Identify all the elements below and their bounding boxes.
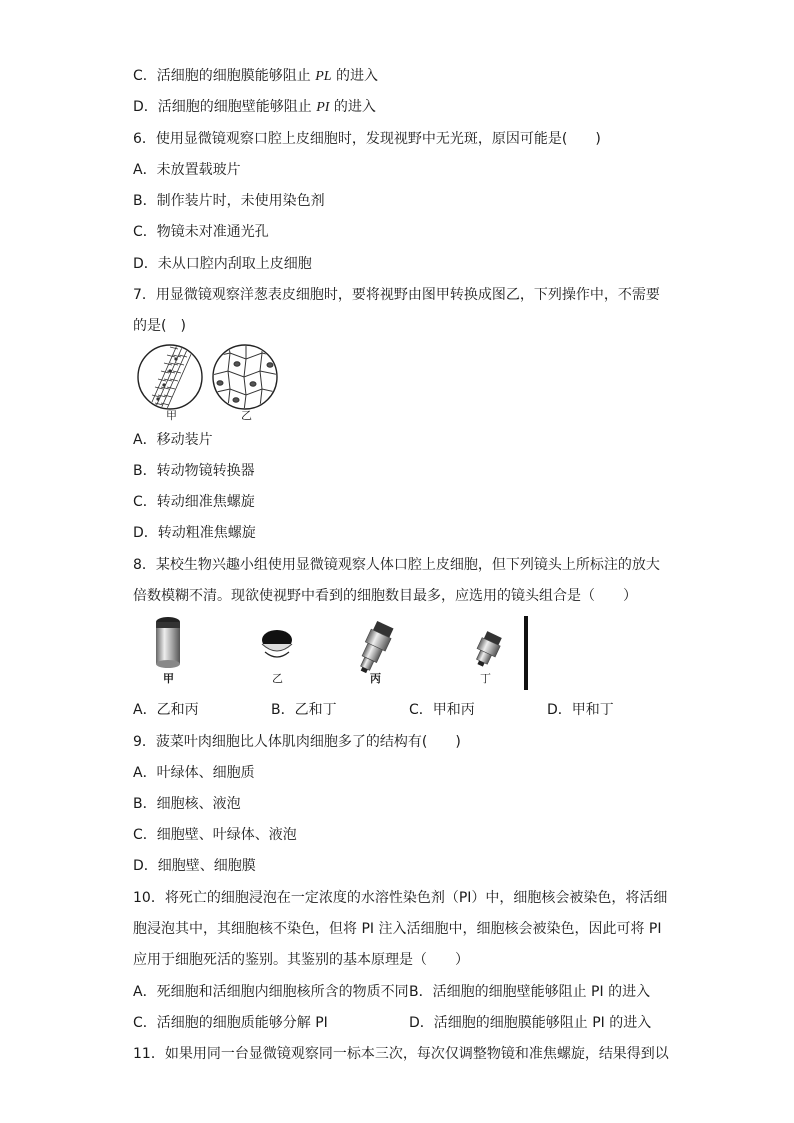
q6-option-c: C．物镜未对准通光孔 <box>133 224 269 240</box>
q7-option-d: D．转动粗准焦螺旋 <box>133 525 256 541</box>
q8-option-d: D．甲和丁 <box>547 702 614 718</box>
q7-option-b: B．转动物镜转换器 <box>133 463 255 479</box>
q6-option-b: B．制作装片时，未使用染色剂 <box>133 193 325 209</box>
q9-stem: 9．菠菜叶肉细胞比人体肌肉细胞多了的结构有( ) <box>133 734 461 750</box>
q5-option-d <box>133 97 376 118</box>
q7-fig-label-yi: 乙 <box>241 409 252 422</box>
q10-option-c: C．活细胞的细胞质能够分解 PI <box>133 1015 328 1031</box>
q8-stem-line1: 8．某校生物兴趣小组使用显微镜观察人体口腔上皮细胞，但下列镜头上所标注的放大 <box>133 557 660 573</box>
q8-fig-label-jia: 甲 <box>163 672 174 685</box>
figure-edge-bar <box>524 616 528 690</box>
q9-option-a: A．叶绿体、细胞质 <box>133 765 255 781</box>
q9-option-b: B．细胞核、液泡 <box>133 796 241 812</box>
lens-yi-eyepiece <box>262 630 292 657</box>
q8-option-a: A．乙和丙 <box>133 702 199 718</box>
q7-fig-label-jia: 甲 <box>166 409 177 422</box>
q7-microscope-views-figure <box>134 343 284 423</box>
q5-option-d-suffix: 的进入 <box>329 99 376 115</box>
q6-option-a: A．未放置载玻片 <box>133 162 241 178</box>
view-jia-circle <box>138 343 202 411</box>
q7-stem-line1: 7．用显微镜观察洋葱表皮细胞时，要将视野由图甲转换成图乙，下列操作中，不需要 <box>133 287 660 303</box>
q10-option-d: D．活细胞的细胞膜能够阻止 PI 的进入 <box>409 1015 652 1031</box>
q6-stem: 6．使用显微镜观察口腔上皮细胞时，发现视野中无光斑，原因可能是( ) <box>133 131 601 147</box>
q8-fig-label-yi: 乙 <box>272 672 283 685</box>
q9-option-c: C．细胞壁、叶绿体、液泡 <box>133 827 297 843</box>
lens-jia-eyepiece <box>156 617 180 668</box>
q8-lens-figure <box>150 614 535 692</box>
q8-fig-label-bing: 丙 <box>370 672 381 685</box>
q5-option-c-text: C．活细胞的细胞膜能够阻止 <box>133 68 316 84</box>
lens-bing-objective <box>353 620 395 676</box>
lens-ding-objective <box>471 630 503 669</box>
q8-fig-label-ding: 丁 <box>480 672 491 685</box>
q10-stem-line2: 胞浸泡其中，其细胞核不染色，但将 PI 注入活细胞中，细胞核会被染色，因此可将 PI <box>133 921 662 937</box>
q11-stem-line1: 11．如果用同一台显微镜观察同一标本三次，每次仅调整物镜和准焦螺旋，结果得到以 <box>133 1046 669 1062</box>
q7-option-c: C．转动细准焦螺旋 <box>133 494 255 510</box>
q5-option-c-italic: PL <box>315 69 332 84</box>
q5-option-c-suffix: 的进入 <box>331 68 379 84</box>
q5-option-c <box>133 66 378 87</box>
q10-option-a: A．死细胞和活细胞内细胞核所含的物质不同 <box>133 984 409 1000</box>
q8-option-b: B．乙和丁 <box>271 702 337 718</box>
q9-option-d: D．细胞壁、细胞膜 <box>133 858 256 874</box>
q10-option-b: B．活细胞的细胞壁能够阻止 PI 的进入 <box>409 984 651 1000</box>
q8-stem-line2: 倍数模糊不清。现欲使视野中看到的细胞数目最多，应选用的镜头组合是（ ） <box>133 588 637 604</box>
q7-option-a: A．移动装片 <box>133 432 213 448</box>
q6-option-d: D．未从口腔内刮取上皮细胞 <box>133 256 312 272</box>
q10-stem-line1: 10．将死亡的细胞浸泡在一定浓度的水溶性染色剂（PI）中，细胞核会被染色，将活细 <box>133 890 668 906</box>
q5-option-d-italic: PI <box>316 100 330 115</box>
q10-stem-line3: 应用于细胞死活的鉴别。其鉴别的基本原理是（ ） <box>133 952 469 968</box>
q5-option-d-text: D．活细胞的细胞壁能够阻止 <box>133 99 317 115</box>
view-yi-circle <box>212 343 280 413</box>
q7-stem-line2: 的是( ) <box>133 318 186 334</box>
q8-option-c: C．甲和丙 <box>409 702 475 718</box>
